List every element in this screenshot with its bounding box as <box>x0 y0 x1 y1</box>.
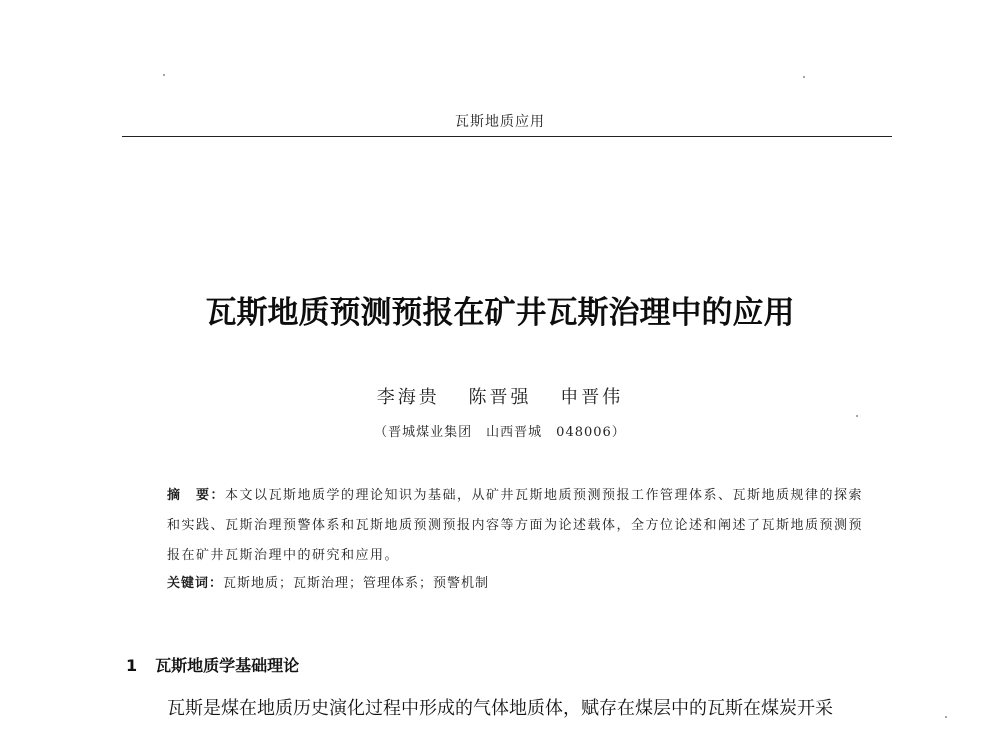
scan-speck <box>856 415 858 417</box>
abstract <box>167 481 867 571</box>
keywords <box>167 572 867 591</box>
author-name: 李海贵 <box>376 387 440 408</box>
section-number: 1 <box>126 656 138 675</box>
author-name: 申晋伟 <box>560 387 624 408</box>
scan-speck <box>163 74 165 76</box>
abstract-label: 摘 要： <box>167 488 226 503</box>
body-paragraph-line: 瓦斯是煤在地质历史演化过程中形成的气体地质体，赋存在煤层中的瓦斯在煤炭开采 <box>167 698 833 719</box>
section-title: 瓦斯地质学基础理论 <box>155 656 300 675</box>
keywords-text: 瓦斯地质；瓦斯治理；管理体系；预警机制 <box>223 576 490 591</box>
header-rule <box>122 136 892 137</box>
paper-title: 瓦斯地质预测预报在矿井瓦斯治理中的应用 <box>205 295 795 331</box>
author-name: 陈晋强 <box>468 387 532 408</box>
keywords-label: 关键词： <box>167 576 224 591</box>
section-heading <box>126 653 299 676</box>
scan-speck <box>803 76 805 78</box>
author-list <box>0 383 1000 409</box>
author-affiliation: （晋城煤业集团 山西晋城 048006） <box>374 425 626 440</box>
abstract-text: 本文以瓦斯地质学的理论知识为基础，从矿井瓦斯地质预测预报工作管理体系、瓦斯地质规律的探索和实践、瓦斯治理预警体系和瓦斯地质预测预报内容等方面为论述载体，全方位论述和阐述了瓦斯地质预测预报在矿井瓦斯治理中的研究和应用。 <box>167 488 864 563</box>
running-head: 瓦斯地质应用 <box>455 114 545 130</box>
body-cut-off-line <box>167 726 907 733</box>
scan-speck <box>945 716 947 718</box>
